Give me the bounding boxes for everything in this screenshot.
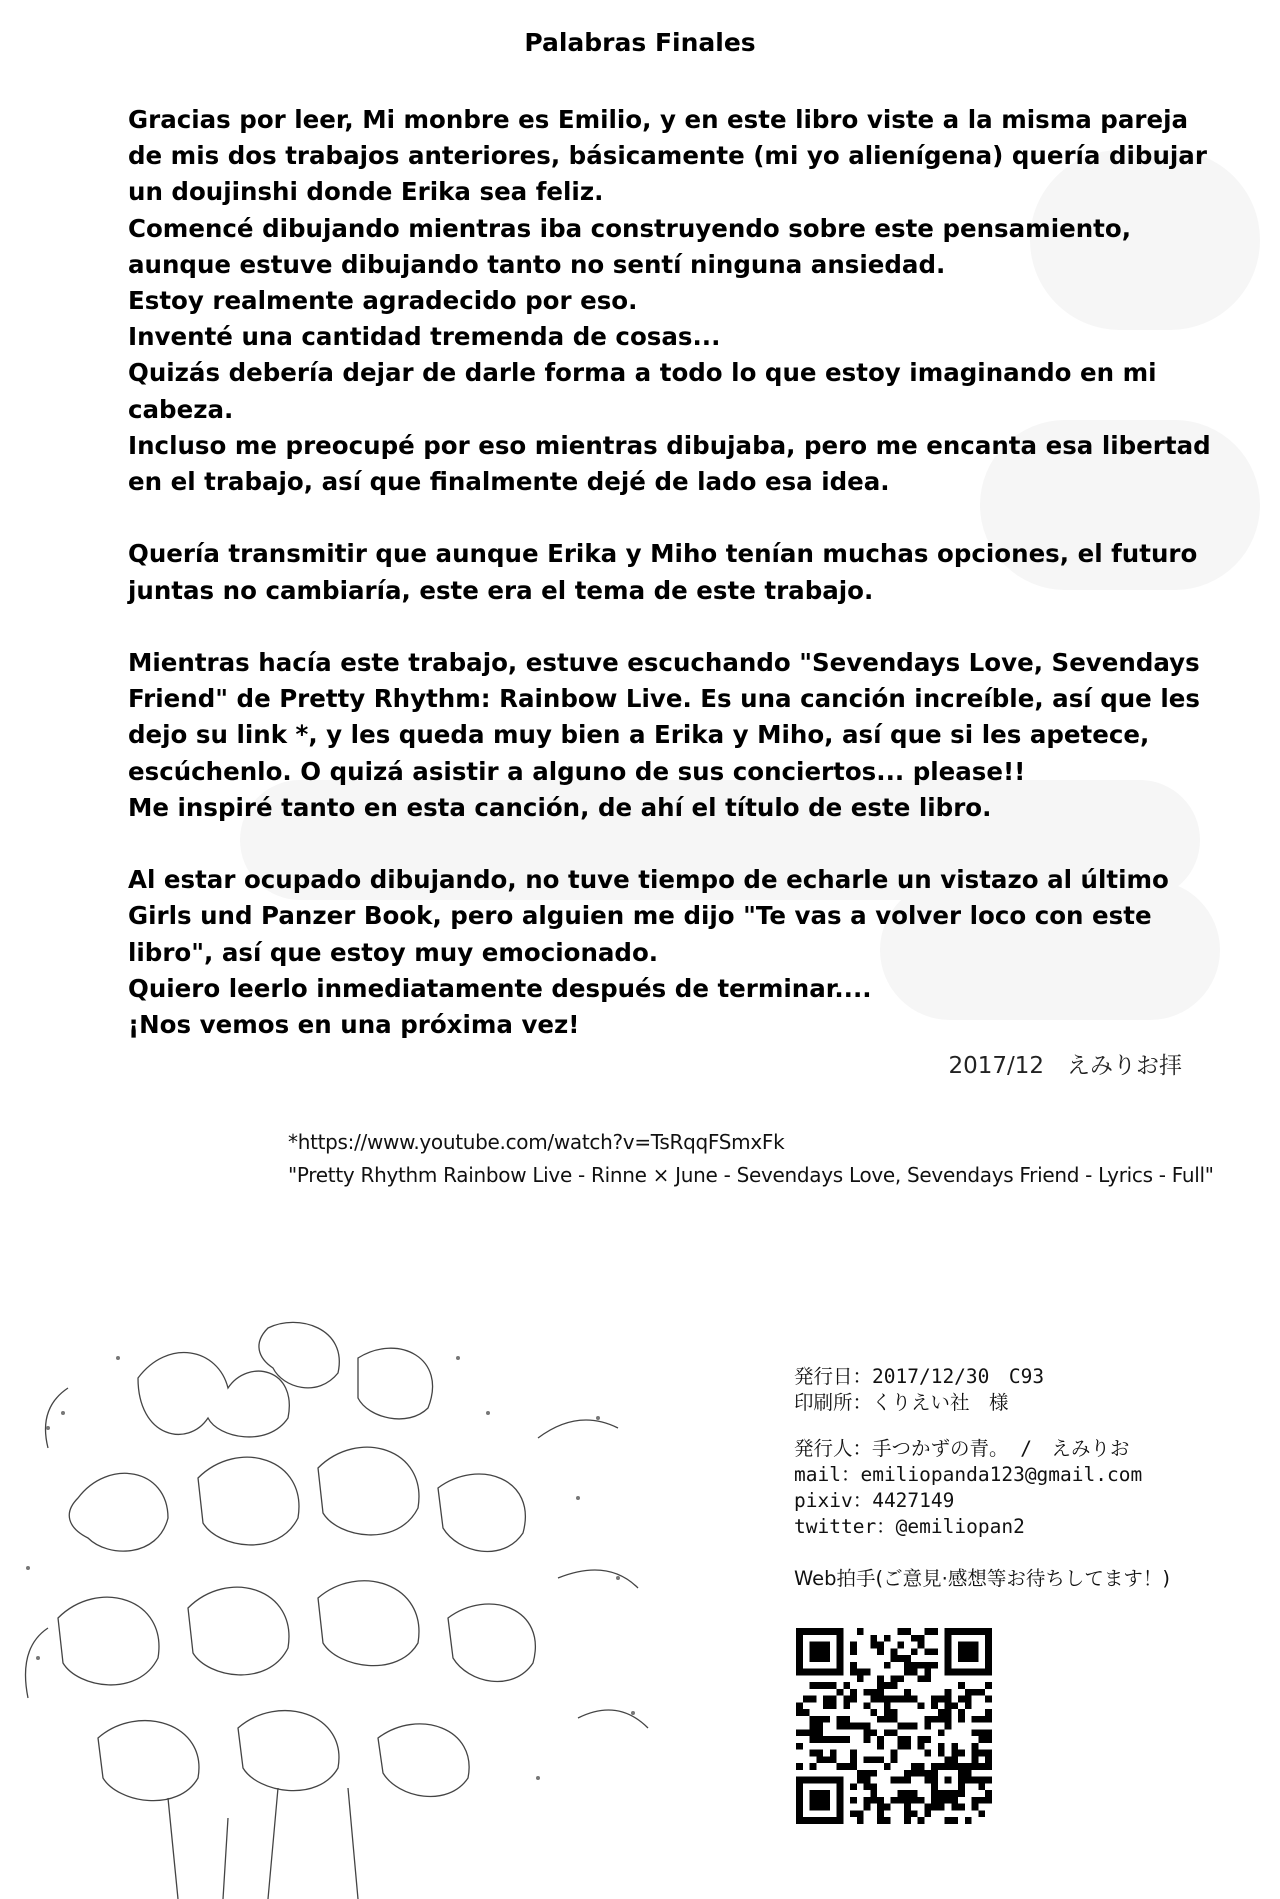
paragraph-gap	[128, 609, 1188, 645]
body-line: juntas no cambiaría, este era el tema de este trabajo.	[128, 575, 874, 605]
body-line: un doujinshi donde Erika sea feliz.	[128, 177, 604, 207]
publisher: 発行人：手つかずの青。 / えみりお	[794, 1437, 1130, 1460]
paragraph-gap	[128, 826, 1188, 862]
body-line: escúchenlo. O quizá asistir a alguno de sus conciertos... please!!	[128, 756, 1026, 786]
body-line: Estoy realmente agradecido por eso.	[128, 286, 638, 316]
body-line: Quizás debería dejar de darle forma a todo lo que estoy imaginando en mi	[128, 358, 1157, 388]
body-line: Mientras hacía este trabajo, estuve escuchando "Sevendays Love, Sevendays	[128, 648, 1200, 678]
body-line: cabeza.	[128, 394, 234, 424]
footnote-link[interactable]: *https://www.youtube.com/watch?v=TsRqqFSmxFk	[288, 1130, 785, 1154]
body-line: de mis dos trabajos anteriores, básicamente (mi yo alienígena) quería dibujar	[128, 141, 1207, 171]
body-line: dejo su link *, y les queda muy bien a Erika y Miho, así que si les apetece,	[128, 720, 1150, 750]
body-line: libro", así que estoy muy emocionado.	[128, 937, 659, 967]
colophon	[794, 1364, 1170, 1592]
web-clap-label: Web拍手(ご意見·感想等お待ちしてます！)	[794, 1567, 1170, 1590]
mail[interactable]: mail：emiliopanda123@gmail.com	[794, 1463, 1143, 1486]
pixiv[interactable]: pixiv：4427149	[794, 1489, 955, 1512]
body-line: Gracias por leer, Mi monbre es Emilio, y en este libro viste a la misma pareja	[128, 105, 1189, 134]
body-line: en el trabajo, así que finalmente dejé de lado esa idea.	[128, 467, 890, 497]
twitter[interactable]: twitter：@emiliopan2	[794, 1515, 1025, 1538]
body-line: Al estar ocupado dibujando, no tuve tiempo de echarle un vistazo al último	[128, 865, 1169, 895]
paragraph-gap	[128, 500, 1188, 536]
body-line: aunque estuve dibujando tanto no sentí ninguna ansiedad.	[128, 249, 946, 279]
qr-code[interactable]	[796, 1628, 992, 1824]
body-line: Comencé dibujando mientras iba construyendo sobre este pensamiento,	[128, 213, 1132, 243]
body-line: Girls und Panzer Book, pero alguien me dijo "Te vas a volver loco con este	[128, 901, 1152, 931]
body-line: Quiero leerlo inmediatamente después de terminar....	[128, 973, 872, 1003]
body-line: Inventé una cantidad tremenda de cosas...	[128, 322, 721, 352]
afterword-body	[128, 102, 1211, 1043]
printer: 印刷所：くりえい社 様	[794, 1391, 1009, 1414]
signature: 2017/12 えみりお拝	[948, 1053, 1182, 1079]
body-line: Friend" de Pretty Rhythm: Rainbow Live. Es una canción increíble, así que les	[128, 684, 1200, 714]
body-line: ¡Nos vemos en una próxima vez!	[128, 1010, 580, 1040]
sweet-pea-bouquet-illustration	[18, 1318, 658, 1899]
body-line: Incluso me preocupé por eso mientras dibujaba, pero me encanta esa libertad	[128, 430, 1211, 460]
footnote-caption: "Pretty Rhythm Rainbow Live - Rinne × June - Sevendays Love, Sevendays Friend - Lyrics - Full"	[288, 1163, 1214, 1187]
body-line: Me inspiré tanto en esta canción, de ahí el título de este libro.	[128, 792, 992, 822]
page-title: Palabras Finales	[524, 28, 756, 57]
issue-date: 発行日：2017/12/30 C93	[794, 1365, 1045, 1388]
footnote	[288, 1126, 1214, 1192]
body-line: Quería transmitir que aunque Erika y Miho tenían muchas opciones, el futuro	[128, 539, 1198, 569]
